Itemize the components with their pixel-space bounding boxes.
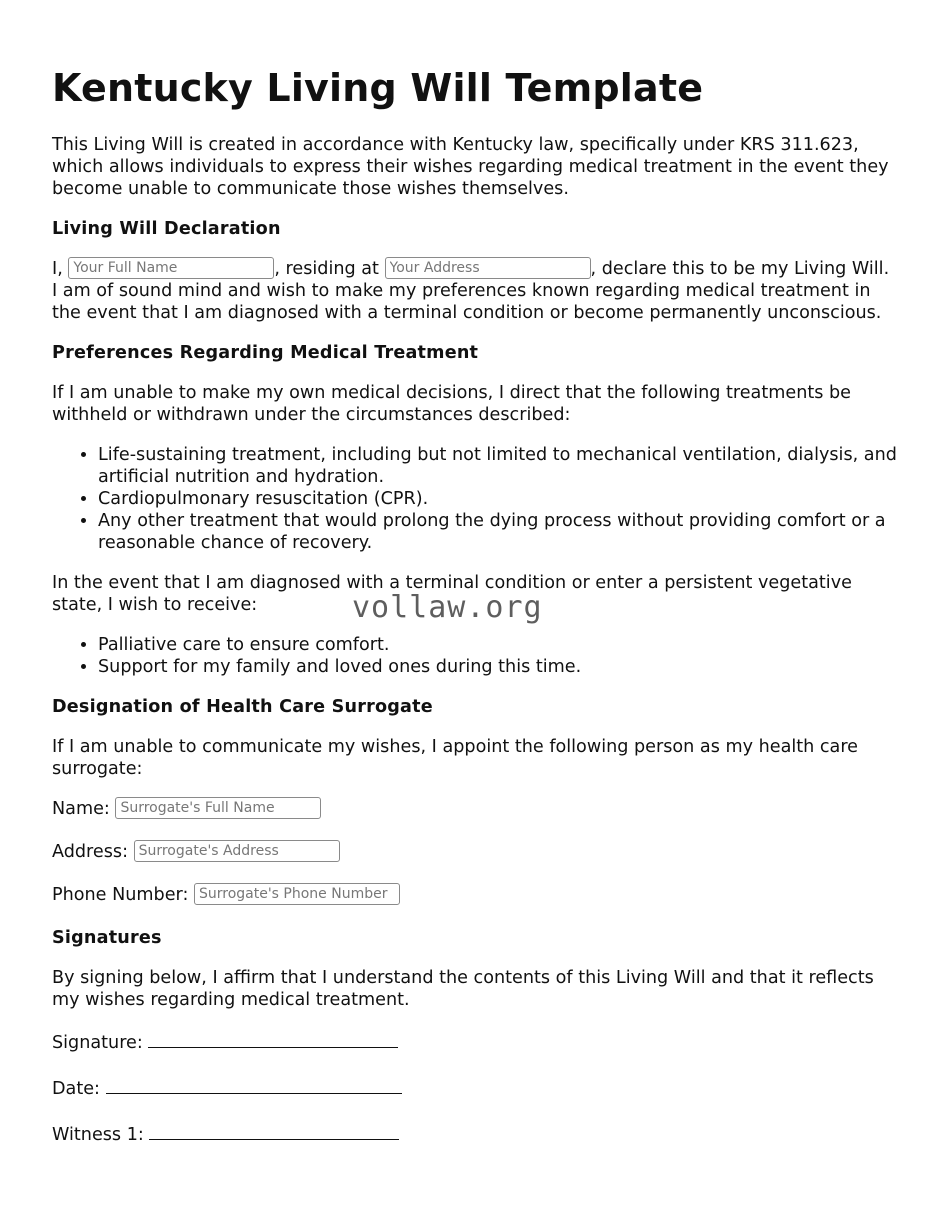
page-title: Kentucky Living Will Template	[52, 66, 704, 110]
surrogate-phone-row	[52, 884, 897, 906]
withheld-treatments-list	[52, 444, 897, 554]
surrogate-name-input[interactable]	[115, 797, 321, 819]
signature-row	[52, 1029, 897, 1054]
surrogate-name-row	[52, 798, 897, 820]
surrogate-address-label: Address:	[52, 842, 128, 862]
witness-1-label: Witness 1:	[52, 1125, 144, 1145]
surrogate-address-row	[52, 841, 897, 863]
date-row	[52, 1075, 897, 1100]
intro-paragraph: This Living Will is created in accordance with Kentucky law, specifically under KRS 311.623, which allows individuals to express their wishes regarding medical treatment in the event they become unable to communicate those wishes themselves.	[52, 135, 889, 199]
declaration-paragraph	[52, 258, 897, 324]
surrogate-address-input[interactable]	[134, 840, 340, 862]
preferences-heading: Preferences Regarding Medical Treatment	[52, 343, 479, 363]
declaration-residing: , residing at	[274, 259, 385, 279]
surrogate-intro: If I am unable to communicate my wishes, I appoint the following person as my health care surrogate:	[52, 737, 859, 779]
list-item: • Palliative care to ensure comfort.	[98, 634, 897, 656]
list-item: • Support for my family and loved ones during this time.	[98, 656, 897, 678]
witness-1-row	[52, 1121, 897, 1146]
declaration-prefix: I,	[52, 259, 69, 279]
list-item: • Any other treatment that would prolong the dying process without providing comfort or a reasonable chance of recovery.	[98, 510, 897, 554]
receive-care-list	[52, 634, 897, 678]
document-page	[52, 62, 897, 1167]
signature-line[interactable]	[148, 1029, 398, 1048]
surrogate-phone-input[interactable]	[194, 883, 400, 905]
signatures-intro: By signing below, I affirm that I understand the contents of this Living Will and that it reflects my wishes regarding medical treatment.	[52, 968, 874, 1010]
list-item: • Cardiopulmonary resuscitation (CPR).	[98, 488, 897, 510]
declaration-heading: Living Will Declaration	[52, 219, 281, 239]
signature-label: Signature:	[52, 1033, 143, 1053]
signatures-heading: Signatures	[52, 928, 162, 948]
list-item: • Life-sustaining treatment, including but not limited to mechanical ventilation, dialysis, and artificial nutrition and hydration.	[98, 444, 897, 488]
watermark: vollaw.org	[352, 590, 543, 625]
witness-1-line[interactable]	[149, 1121, 399, 1140]
date-label: Date:	[52, 1079, 100, 1099]
address-input[interactable]	[385, 257, 591, 279]
surrogate-heading: Designation of Health Care Surrogate	[52, 697, 433, 717]
declaration-rest: , declare this to be my Living Will. I am of sound mind and wish to make my preferences known regarding medical treatment in the event that I am diagnosed with a terminal condition or become permanently unconscious.	[52, 259, 890, 323]
full-name-input[interactable]	[68, 257, 274, 279]
surrogate-phone-label: Phone Number:	[52, 885, 189, 905]
surrogate-name-label: Name:	[52, 799, 110, 819]
date-line[interactable]	[106, 1075, 402, 1094]
preferences-intro: If I am unable to make my own medical decisions, I direct that the following treatments be withheld or withdrawn under the circumstances described:	[52, 383, 852, 425]
receive-intro: In the event that I am diagnosed with a terminal condition or enter a persistent vegetative state, I wish to receive:	[52, 573, 852, 615]
